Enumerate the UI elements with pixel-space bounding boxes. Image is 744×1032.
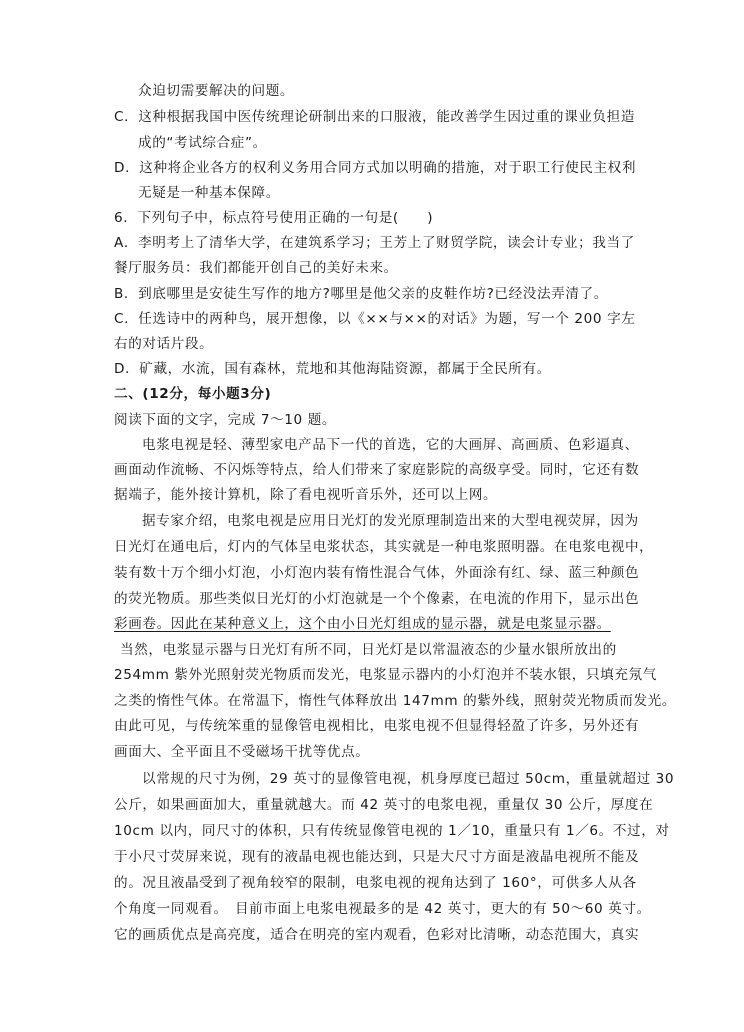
option-d: D．这种将企业各方的权利义务用合同方式加以明确的措施，对于职工行使民主权利 — [114, 160, 637, 176]
paragraph-line: 据专家介绍，电浆电视是应用日光灯的发光原理制造出来的大型电视荧屏，因为 — [142, 513, 639, 529]
option-d: D．矿藏，水流，国有森林，荒地和其他海陆资源，都属于全民所有。 — [114, 361, 551, 377]
option-c: C．这种根据我国中医传统理论研制出来的口服液，能改善学生因过重的课业负担造 — [114, 109, 636, 125]
paragraph-line: 于小尺寸荧屏来说，现有的液晶电视也能达到，只是大尺寸方面是液晶电视所不能及 — [114, 849, 640, 865]
text-line: 无疑是一种基本保障。 — [138, 185, 280, 201]
text-line: 成的“考试综合症”。 — [138, 135, 267, 151]
paragraph-line: 由此可见，与传统笨重的显像管电视相比，电浆电视不但显得轻盈了许多，另外还有 — [114, 718, 640, 734]
paragraph-line: 画面动作流畅、不闪烁等特点，给人们带来了家庭影院的高级享受。同时，它还有数 — [114, 462, 640, 478]
paragraph-line: 254mm 紫外光照射荧光物质而发光，电浆显示器内的小灯泡并不装水银，只填充氖气 — [114, 667, 657, 683]
text-line: 众迫切需要解决的问题。 — [138, 83, 295, 99]
paragraph-line: 它的画质优点是高亮度，适合在明亮的室内观看，色彩对比清晰，动态范围大，真实 — [114, 927, 640, 943]
paragraph-line: 个角度一同观看。 目前市面上电浆电视最多的是 42 英寸，更大的有 50～60 英寸。 — [114, 901, 651, 917]
option-b: B．到底哪里是安徒生写作的地方?哪里是他父亲的皮鞋作坊?已经没法弄清了。 — [114, 286, 608, 302]
option-a: A．李明考上了清华大学，在建筑系学习；王芳上了财贸学院，读会计专业；我当了 — [114, 235, 635, 251]
paragraph-line: 彩画卷。因此在某种意义上，这个由小日光灯组成的显示器，就是电浆显示器。 — [114, 616, 611, 632]
text-line: 餐厅服务员：我们都能开创自己的美好未来。 — [114, 260, 398, 276]
question-6: 6．下列句子中，标点符号使用正确的一句是( ) — [114, 210, 434, 226]
paragraph-line: 当然，电浆显示器与日光灯有所不同，日光灯是以常温液态的少量水银所放出的 — [120, 642, 617, 658]
paragraph-line: 装有数十万个细小灯泡，小灯泡内装有惰性混合气体，外面涂有红、绿、蓝三种颜色 — [114, 565, 640, 581]
section-heading: 二、(12分，每小题3分) — [114, 386, 272, 402]
paragraph-line: 10cm 以内，同尺寸的体积，只有传统显像管电视的 1／10，重量只有 1／6。不过，对 — [114, 823, 670, 839]
reading-instruction: 阅读下面的文字，完成 7～10 题。 — [114, 412, 337, 428]
paragraph-line: 的荧光物质。那些类似日光灯的小灯泡就是一个个像素，在电流的作用下，显示出色 — [114, 591, 640, 607]
paragraph-line: 电浆电视是轻、薄型家电产品下一代的首选，它的大画屏、高画质、色彩逼真、 — [142, 437, 639, 453]
paragraph-line: 画面大、全平面且不受磁场干扰等优点。 — [114, 744, 370, 760]
paragraph-line: 日光灯在通电后，灯内的气体呈电浆状态，其实就是一种电浆照明器。在电浆电视中， — [114, 539, 654, 555]
paragraph-line: 以常规的尺寸为例，29 英寸的显像管电视，机身厚度已超过 50cm，重量就超过 30 — [142, 771, 675, 787]
paragraph-line: 之类的惰性气体。在常温下，惰性气体释放出 147mm 的紫外线，照射荧光物质而发光。 — [114, 693, 677, 709]
paragraph-line: 的。况且液晶受到了视角较窄的限制，电浆电视的视角达到了 160°，可供多人从各 — [114, 875, 637, 891]
option-c: C．任选诗中的两种鸟，展开想像，以《××与××的对话》为题，写一个 200 字左 — [114, 311, 636, 327]
paragraph-line: 公斤，如果画面加大，重量就越大。而 42 英寸的电浆电视，重量仅 30 公斤，厚度在 — [114, 797, 654, 813]
paragraph-line: 据端子，能外接计算机，除了看电视听音乐外，还可以上网。 — [114, 487, 498, 503]
text-line: 右的对话片段。 — [114, 336, 214, 352]
